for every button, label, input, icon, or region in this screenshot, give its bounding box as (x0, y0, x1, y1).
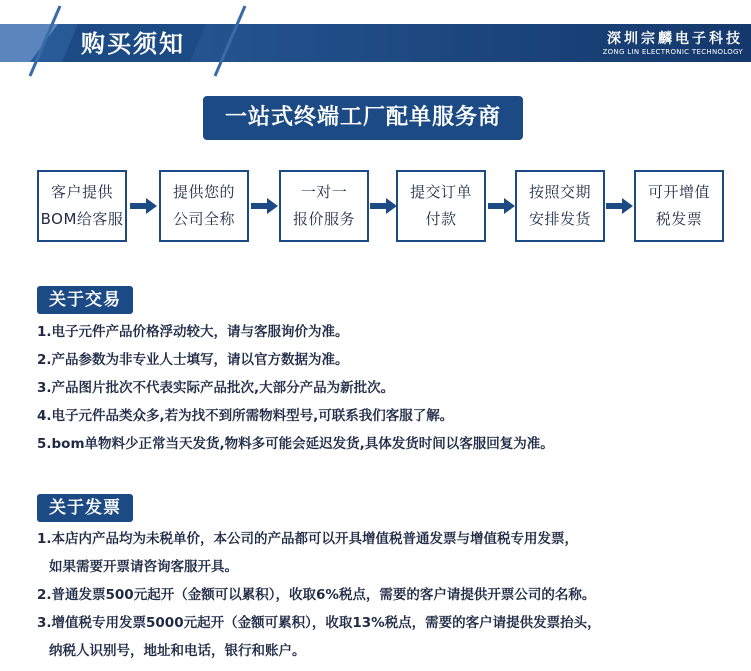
header-banner (0, 0, 751, 78)
flow-step-text: 提供您的 公司全称 (172, 183, 235, 228)
section-title-trade: 关于交易 (37, 286, 133, 314)
flow-step-text: 可开增值 税发票 (647, 183, 710, 228)
flow-step (159, 170, 249, 242)
list-item: 1.本店内产品均为未税单价，本公司的产品都可以开具增值税普通发票与增值税专用发票， (37, 531, 579, 547)
flow-step (396, 170, 486, 242)
list-item: 如果需要开票请咨询客服开具。 (49, 559, 238, 575)
company-name-cn: 深圳宗麟电子科技 (607, 31, 743, 47)
right-arrow-icon (488, 197, 516, 215)
list-item: 2.产品参数为非专业人士填写，请以官方数据为准。 (37, 352, 349, 368)
right-arrow-icon (370, 197, 398, 215)
list-item: 5.bom单物料少正常当天发货,物料多可能会延迟发货,具体发货时间以客服回复为准。 (37, 436, 554, 452)
list-item: 1.电子元件产品价格浮动较大，请与客服询价为准。 (37, 324, 349, 340)
list-item: 4.电子元件品类众多,若为找不到所需物料型号,可联系我们客服了解。 (37, 408, 454, 424)
flow-step (37, 170, 127, 242)
section-title-invoice: 关于发票 (37, 494, 133, 522)
list-item: 3.产品图片批次不代表实际产品批次,大部分产品为新批次。 (37, 380, 395, 396)
trade-notes (37, 318, 554, 458)
company-name-en: ZONG LIN ELECTRONIC TECHNOLOGY (602, 48, 743, 56)
banner-title: 购买须知 (81, 30, 185, 58)
flow-step-text: 按照交期 安排发货 (528, 183, 591, 228)
right-arrow-icon (606, 197, 634, 215)
right-arrow-icon (130, 197, 158, 215)
process-flow (0, 170, 751, 248)
right-arrow-icon (251, 197, 279, 215)
flow-step-text: 提交订单 付款 (409, 183, 472, 228)
list-item: 2.普通发票500元起开（金额可以累积），收取6%税点，需要的客户请提供开票公司的名称。 (37, 587, 596, 603)
flow-step (279, 170, 369, 242)
list-item: 3.增值税专用发票5000元起开（金额可累积），收取13%税点，需要的客户请提供发票抬头， (37, 615, 601, 631)
flow-step-text: 客户提供 BOM给客服 (40, 183, 124, 228)
flow-step (515, 170, 605, 242)
list-item: 纳税人识别号，地址和电话，银行和账户。 (49, 643, 306, 659)
slogan-banner: 一站式终端工厂配单服务商 (203, 96, 523, 140)
flow-step-text: 一对一 报价服务 (292, 183, 355, 228)
flow-step (634, 170, 724, 242)
invoice-notes (37, 525, 601, 665)
